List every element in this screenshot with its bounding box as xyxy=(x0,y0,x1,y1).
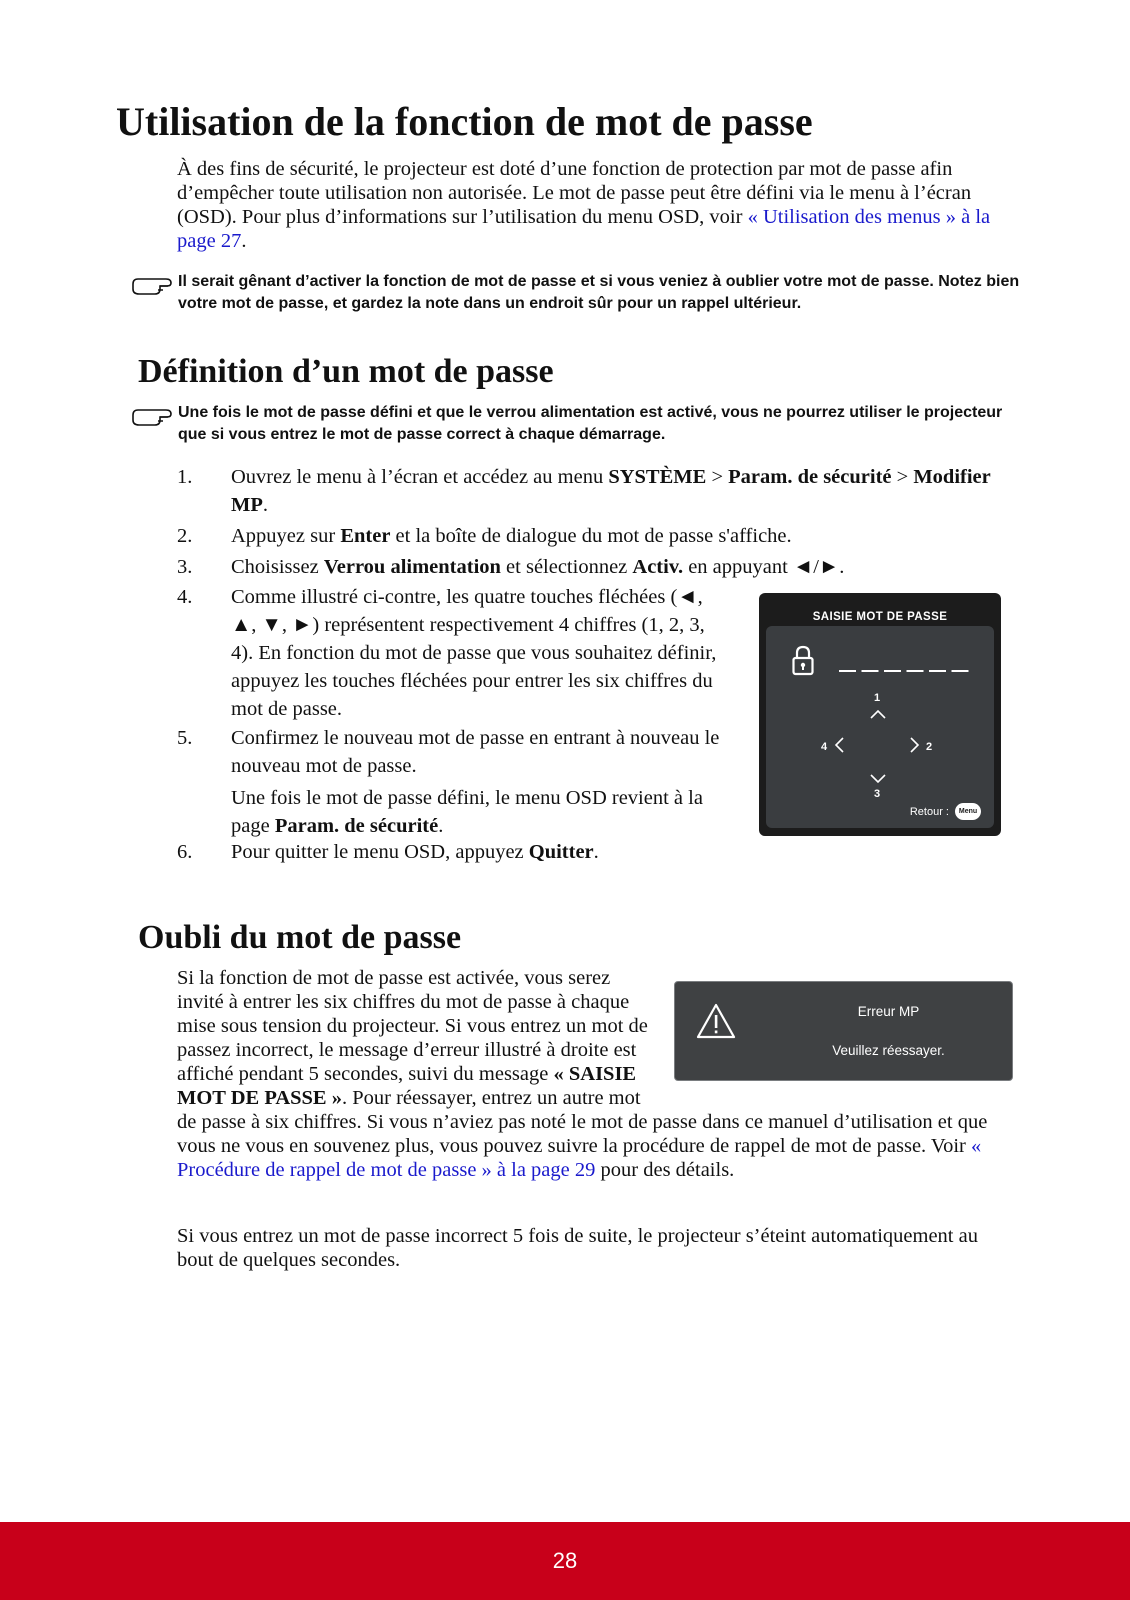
intro-paragraph: À des fins de sécurité, le projecteur est doté d’une fonction de protection par mot de passe afin d’empêcher toute utilisation non autorisée. Le mot de passe peut être défini via le menu à l’écran (OSD). Pour plus d’informations sur l’utilisation du menu OSD, voir « Utilisation des menus » à la page 27. xyxy=(177,158,991,252)
digit-left-label: 4 xyxy=(821,741,828,753)
chevron-up-icon xyxy=(869,708,887,720)
page-title: Utilisation de la fonction de mot de passe xyxy=(116,99,813,144)
osd-password-dialog xyxy=(759,593,1001,836)
digit-right-label: 2 xyxy=(926,741,933,753)
osd-panel xyxy=(766,626,994,828)
error-message: Veuillez réessayer. xyxy=(832,1043,945,1058)
note-warning-2: Une fois le mot de passe défini et que le verrou alimentation est activé, vous ne pourrez utiliser le projecteur que si vous entrez le mot de passe correct à chaque démarrage. xyxy=(130,402,1030,445)
pointing-hand-icon xyxy=(130,405,174,427)
digit-up-label: 1 xyxy=(874,692,881,704)
error-dialog xyxy=(674,981,1013,1081)
osd-title: SAISIE MOT DE PASSE xyxy=(812,611,948,623)
page-footer xyxy=(0,1522,1130,1600)
section-heading-definition: Définition d’un mot de passe xyxy=(138,353,554,390)
chevron-right-icon xyxy=(909,736,921,754)
chevron-left-icon xyxy=(833,736,845,754)
osd-menu-button: Menu xyxy=(955,803,981,820)
step-3: 3. Choisissez Verrou alimentation et sélectionnez Activ. en appuyant ◄/►. xyxy=(177,556,845,578)
step-2: 2. Appuyez sur Enter et la boîte de dialogue du mot de passe s'affiche. xyxy=(177,525,792,547)
step-1: 1. Ouvrez le menu à l’écran et accédez au menu SYSTÈME > Param. de sécurité > Modifier MP. xyxy=(177,466,991,516)
lock-icon xyxy=(791,644,815,676)
step-4: 4. Comme illustré ci-contre, les quatre touches fléchées (◄, ▲, ▼, ►) représentent respectivement 4 chiffres (1, 2, 3, 4). En fonction du mot de passe que vous souhaitez définir, appuyez les touches fléchées pour entrer les six chiffres du mot de passe. xyxy=(177,586,717,720)
pointing-hand-icon xyxy=(130,274,174,296)
oubli-paragraph-2: Si vous entrez un mot de passe incorrect 5 fois de suite, le projecteur s’éteint automatiquement au bout de quelques secondes. xyxy=(177,1225,978,1271)
step-6: 6. Pour quitter le menu OSD, appuyez Quitter. xyxy=(177,841,599,863)
warning-icon xyxy=(695,1002,737,1040)
link-password-recall-page[interactable]: « Procédure de rappel de mot de passe » à la page 29 xyxy=(177,1135,982,1181)
link-menus-page[interactable]: « Utilisation des menus » à la page 27 xyxy=(177,206,991,252)
note-warning-1: Il serait gênant d’activer la fonction de mot de passe et si vous veniez à oublier votre mot de passe. Notez bien votre mot de passe, et gardez la note dans un endroit sûr pour un rappel ultérieur. xyxy=(130,271,1030,314)
step-5: 5. Confirmez le nouveau mot de passe en entrant à nouveau le nouveau mot de passe. Une fois le mot de passe défini, le menu OSD revient à la page Param. de sécurité. xyxy=(177,727,720,837)
digit-down-label: 3 xyxy=(874,788,881,800)
password-digit-slots xyxy=(839,670,972,672)
oubli-paragraph: Si la fonction de mot de passe est activée, vous serez invité à entrer les six chiffres du mot de passe à chaque mise sous tension du projecteur. Si vous entrez un mot de passez incorrect, le message d’erreur illustré à droite est affiché pendant 5 secondes, suivi du message « SAISIE MOT DE PASSE ». Pour réessayer, entrez un autre mot de passe à six chiffres. Si vous n’aviez pas noté le mot de passe dans ce manuel d’utilisation et que vous ne vous en souvenez plus, vous pouvez suivre la procédure de rappel de mot de passe. Voir « Procédure de rappel de mot de passe » à la page 29 pour des détails. xyxy=(177,967,988,1181)
chevron-down-icon xyxy=(869,773,887,785)
page-number: 28 xyxy=(552,1548,578,1573)
section-heading-oubli: Oubli du mot de passe xyxy=(138,919,462,956)
osd-back-label: Retour : xyxy=(909,806,949,818)
error-title: Erreur MP xyxy=(857,1004,920,1019)
